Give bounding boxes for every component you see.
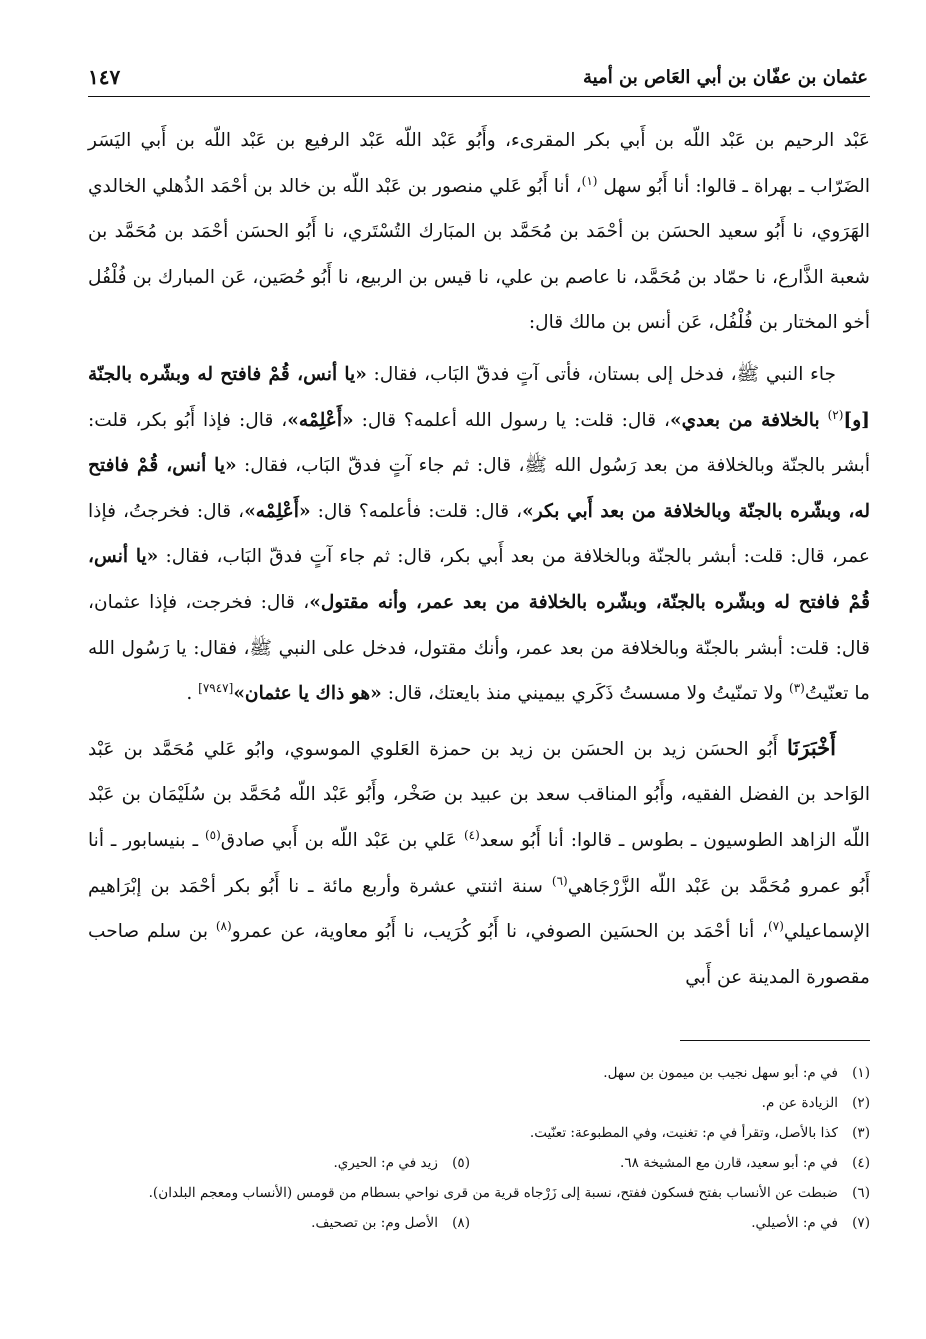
footnote-number: (٣) [852, 1125, 870, 1141]
footnote-2 [88, 1088, 870, 1118]
footnote-1 [88, 1058, 870, 1088]
text-run: عَبْد الرحيم بن عَبْد اللّه بن أَبي بكر المقرىء، وأَبُو عَبْد اللّه عَبْد الرفيع بن عَبْد اللّه بن أَبي اليَسَر الضَرّاب ـ بهراة ـ قالوا: أنا أَبُو سهل [88, 130, 870, 197]
footnote-text: في م: أبو سهل نجيب بن ميمون بن سهل. [603, 1065, 838, 1081]
footnote-7 [470, 1208, 870, 1238]
footnote-text: زيد في م: الحيري. [333, 1155, 438, 1171]
hadith-reference-number: [٧٩٤٧] [198, 680, 234, 695]
footnote-number: (٨) [452, 1215, 470, 1231]
footnotes [88, 1058, 870, 1238]
footnote-number: (٤) [852, 1155, 870, 1171]
footnote-marker-1[interactable]: (١) [581, 173, 598, 188]
footnote-4 [470, 1148, 870, 1178]
footnote-number: (٢) [852, 1095, 870, 1111]
quote-bold: بالخلافة من بعدي» [669, 409, 820, 431]
footnote-row [88, 1208, 870, 1238]
text-run: ، قال: فخرجت، فإذا عثمان، قال: قلت: أبشر بالجنّة وبالخلافة من بعد عمر، وأنك مقتول، فدخل على النبي ﷺ، فقال: يا رَسُول الله ما تعنّيتُ [88, 591, 870, 705]
paragraph-isnad-1 [88, 118, 870, 346]
quote-bold: «يا أنس، قُمْ فافتح له، وبشّره بالجنّة وبالخلافة من بعد أَبي بكر» [88, 455, 870, 522]
text-run: أَبُو الحسَن زيد بن الحسَن بن زيد بن حمزة العَلوي الموسوي، وابُو عَلي مُحَمَّد بن عَبْد الوَاحد بن الفضل الفقيه، وأَبُو المناقب سعد بن عبيد بن صَخْر، وأَبُو عَبْد اللّه مُحَمَّد بن سُلَيْمَان بن عَبْد اللّه الزاهد الطوسيون ـ بطوس ـ قالوا: أنا أَبُو سعد [88, 738, 870, 851]
footnote-text: الأصل وم: بن تصحيف. [311, 1215, 438, 1231]
text-run: جاء النبي ﷺ، فدخل إلى بستان، فأتى آتٍ فدقّ البَاب، فقال: [373, 363, 836, 385]
text-run: ـ بنيسابور ـ أنا أَبُو عمرو مُحَمَّد بن عَبْد اللّه الزَّرْجَاهي [88, 829, 870, 897]
footnote-5 [333, 1148, 470, 1178]
footnote-number: (١) [852, 1065, 870, 1081]
text-run: ، قال: قلت: يا رسول الله أعلمه؟ قال: [361, 409, 670, 431]
running-title: عثمان بن عفّان بن أبي العَاص بن أمية [583, 66, 868, 88]
quote-bold: «يا أنس، قُمْ فافتح له وبشّره بالجنّة، وبشّره بالخلافة من بعد عمر، وأنه مقتول» [88, 546, 870, 613]
quote-bold: «أَعْلِمْه» [244, 500, 311, 522]
text-run: ، قال: فخرجتُ، فإذا عمر، قال: قلت: أبشر بالجنّة وبالخلافة من بعد أَبي بكر، قال: ثم جاء آتٍ فدقّ البَاب، فقال: [88, 500, 870, 568]
text-run: بن سلم صاحب مقصورة المدينة عن أَبي [88, 921, 870, 988]
lead-word: أَخْبَرَنَا [787, 734, 836, 760]
footnote-marker-5[interactable]: (٥) [204, 827, 221, 842]
paragraph-isnad-2 [88, 725, 870, 1001]
text-run: ولا تمنّيتُ ولا مسستُ ذَكَري بيميني منذ بايعتك، قال: [387, 683, 784, 705]
footnote-marker-6[interactable]: (٦) [551, 873, 568, 888]
text-run: ، قال: فإذا أَبُو بكر، قلت: أبشر بالجنّة وبالخلافة من بعد رَسُول الله ﷺ، قال: ثم جاء آتٍ فدقّ البَاب، فقال: [88, 409, 871, 477]
header-divider [88, 96, 870, 97]
quote-bold: «أَعْلِمْه» [287, 409, 354, 431]
footnote-divider [680, 1040, 870, 1041]
footnote-marker-4[interactable]: (٤) [463, 827, 480, 842]
footnote-text: كذا بالأصل، وتقرأ في م: تغنيت، وفي المطبوعة: تعنّيت. [529, 1125, 838, 1141]
footnote-3 [88, 1118, 870, 1148]
footnote-marker-3[interactable]: (٣) [789, 680, 805, 695]
footnote-text: الزيادة عن م. [761, 1095, 838, 1111]
footnote-marker-8[interactable]: (٨) [215, 918, 232, 933]
page-number: ١٤٧ [88, 65, 121, 89]
footnote-number: (٦) [852, 1185, 870, 1201]
text-run: سنة اثنتي عشرة وأربع مائة ـ نا أَبُو بكر أحْمَد بن إبْرَاهيم الإسماعيلي [88, 875, 870, 943]
text-run: ، قال: قلت: فأعلمه؟ قال: [317, 500, 523, 522]
text-run: عَلي بن عَبْد اللّه بن أَبي صادق [220, 829, 458, 851]
footnote-text: في م: الأصيلي. [751, 1215, 838, 1231]
footnote-marker-7[interactable]: (٧) [768, 918, 784, 933]
footnote-number: (٧) [852, 1215, 870, 1231]
footnote-text: في م: أبو سعيد، قارن مع المشيخة ٦٨. [620, 1155, 838, 1171]
main-text [88, 118, 870, 1000]
text-run: ، أنا أَبُو عَلي منصور بن عَبْد اللّه بن خالد بن أحْمَد الذُهلي الخالدي الهَرَوي، نا أَبُو سعيد الحسَن بن أحْمَد بن مُحَمَّد بن المبَارك التُسْتَري، نا أَبُو الحسَن أحْمَد بن مُحَمَّد بن شعبة الذَّارع، نا حمّاد بن مُحَمَّد، نا عاصم بن علي، نا قيس بن الربيع، نا أَبُو حُصَين، عَن المبارك بن فُلْفُل أخو المختار بن فُلْفُل، عَن أنس بن مالك قال: [88, 175, 870, 334]
footnote-row [88, 1148, 870, 1178]
paragraph-hadith: جاء النبي ﷺ، فدخل إلى بستان، فأتى آتٍ فدقّ البَاب، فقال: «يا أنس، قُمْ فافتح له وبشّره بالجنّة [و]$^{(٢)}$ بالخلافة من بعدي»، قال: قلت: يا رسول الله أعلمه؟ قال: «أَعْلِمْه»، قال: فإذا أَبُو بكر، قلت: أبشر بالجنّة وبالخلافة من بعد رَسُول الله ﷺ، قال: ثم جاء آتٍ فدقّ البَاب، فقال: «يا أنس، قُمْ فافتح له، وبشّره بالجنّة وبالخلافة من بعد أَبي بكر»، قال: قلت: فأعلمه؟ قال: «أَعْلِمْه»، قال: فخرجتُ، فإذا عمر، قال: قلت: أبشر بالجنّة وبالخلافة من بعد أَبي بكر، قال: ثم جاء آتٍ فدقّ البَاب، فقال: «يا أنس، قُمْ فافتح له وبشّره بالجنّة، وبشّره بالخلافة من بعد عمر، وأنه مقتول»، قال: فخرجت، فإذا عثمان، قال: قلت: أبشر بالجنّة وبالخلافة من بعد عمر، وأنك مقتول، فدخل على النبي ﷺ، فقال: يا رَسُول الله ما تعنّيتُ$^{(٣)}$ ولا تمنّيتُ ولا مسستُ ذَكَري بيميني منذ بايعتك، قال: «هو ذاك يا عثمان»[٧٩٤٧] . [88, 363, 871, 705]
footnote-8 [311, 1208, 470, 1238]
running-header [88, 60, 868, 94]
footnote-number: (٥) [452, 1155, 470, 1171]
footnote-6 [88, 1178, 870, 1208]
quote-bold: «هو ذاك يا عثمان» [233, 683, 382, 705]
footnote-text: ضبطت عن الأنساب بفتح فسكون ففتح، نسبة إلى زَرْجاه قرية من قرى نواحي بسطام من قومس (الأنساب ومعجم البلدان). [148, 1185, 838, 1201]
footnote-marker-2[interactable]: (٢) [827, 407, 844, 422]
text-run: ، أنا أحْمَد بن الحسَين الصوفي، نا أَبُو كُرَيب، نا أَبُو معاوية، عن عمرو [231, 921, 769, 943]
quote-bold: «يا أنس، قُمْ فافتح له وبشّره بالجنّة [و] [88, 363, 870, 431]
